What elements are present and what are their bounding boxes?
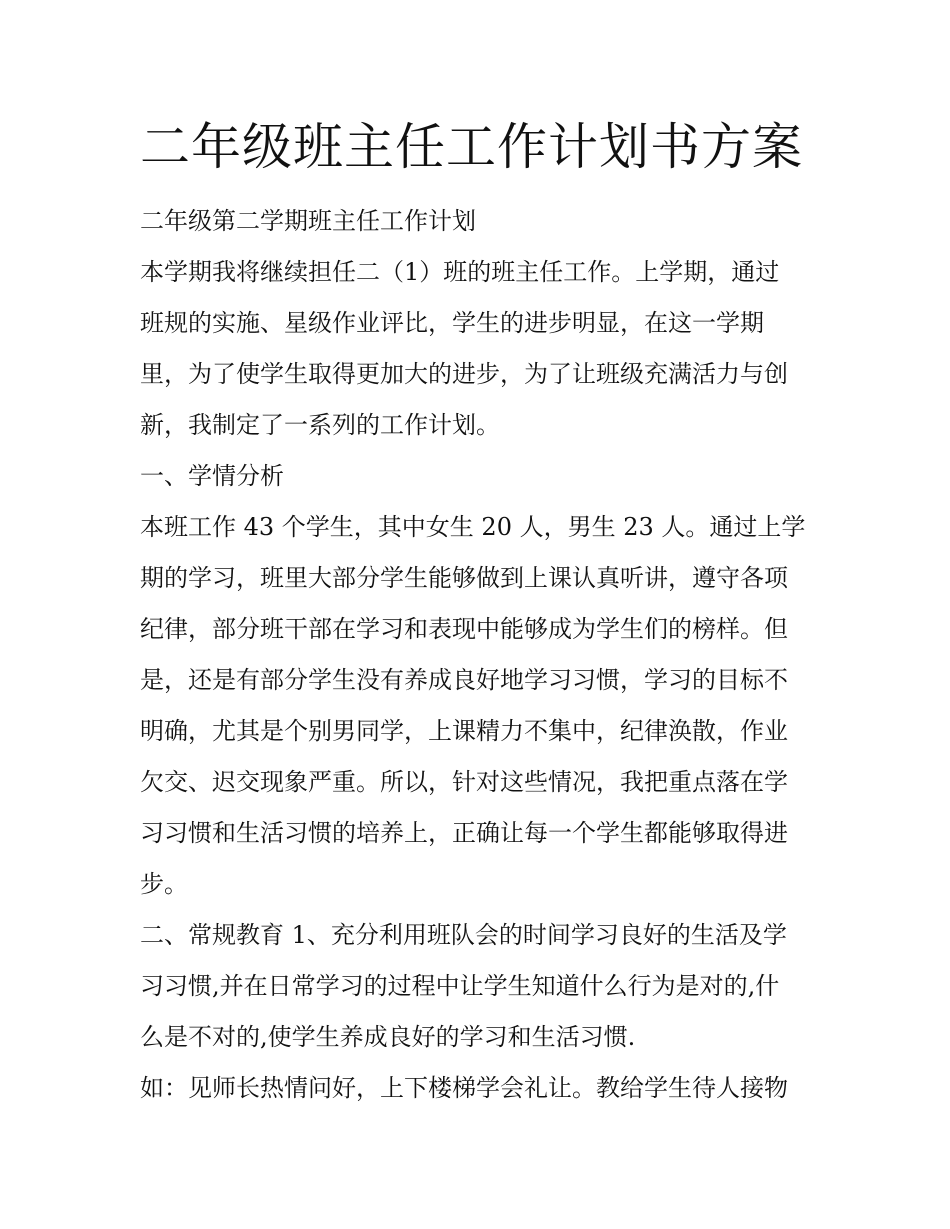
text-line: 么是不对的,使学生养成良好的学习和生活习惯.: [140, 1023, 636, 1051]
section-heading: [140, 451, 812, 502]
document-title: 二年级班主任工作计划书方案: [140, 118, 803, 176]
text-line: 二年级第二学期班主任工作计划: [140, 207, 476, 235]
text-line: 本学期我将继续担任二（1）班的班主任工作。上学期，通过: [140, 258, 780, 286]
document-body: [140, 196, 812, 1114]
text-line: 一、学情分析: [140, 462, 284, 490]
text-line: 班规的实施、星级作业评比，学生的进步明显，在这一学期: [140, 309, 764, 337]
text-line: 步。: [140, 870, 188, 898]
text-line: 习习惯,并在日常学习的过程中让学生知道什么行为是对的,什: [140, 972, 780, 1000]
text-line: 里，为了使学生取得更加大的进步，为了让班级充满活力与创: [140, 360, 788, 388]
routine-paragraph: [140, 910, 812, 1063]
example-paragraph: [140, 1063, 812, 1114]
text-line: 二、常规教育 1、充分利用班队会的时间学习良好的生活及学: [140, 921, 787, 949]
analysis-paragraph: [140, 502, 812, 910]
text-line: 纪律，部分班干部在学习和表现中能够成为学生们的榜样。但: [140, 615, 788, 643]
intro-paragraph: [140, 247, 812, 451]
subtitle-paragraph: [140, 196, 812, 247]
text-line: 如：见师长热情问好，上下楼梯学会礼让。教给学生待人接物: [140, 1074, 788, 1102]
text-line: 欠交、迟交现象严重。所以，针对这些情况，我把重点落在学: [140, 768, 788, 796]
text-line: 本班工作 43 个学生，其中女生 20 人，男生 23 人。通过上学: [140, 513, 806, 541]
text-line: 是，还是有部分学生没有养成良好地学习习惯，学习的目标不: [140, 666, 788, 694]
text-line: 期的学习，班里大部分学生能够做到上课认真听讲，遵守各项: [140, 564, 788, 592]
text-line: 明确，尤其是个别男同学，上课精力不集中，纪律涣散，作业: [140, 717, 788, 745]
text-line: 新，我制定了一系列的工作计划。: [140, 411, 500, 439]
text-line: 习习惯和生活习惯的培养上，正确让每一个学生都能够取得进: [140, 819, 788, 847]
